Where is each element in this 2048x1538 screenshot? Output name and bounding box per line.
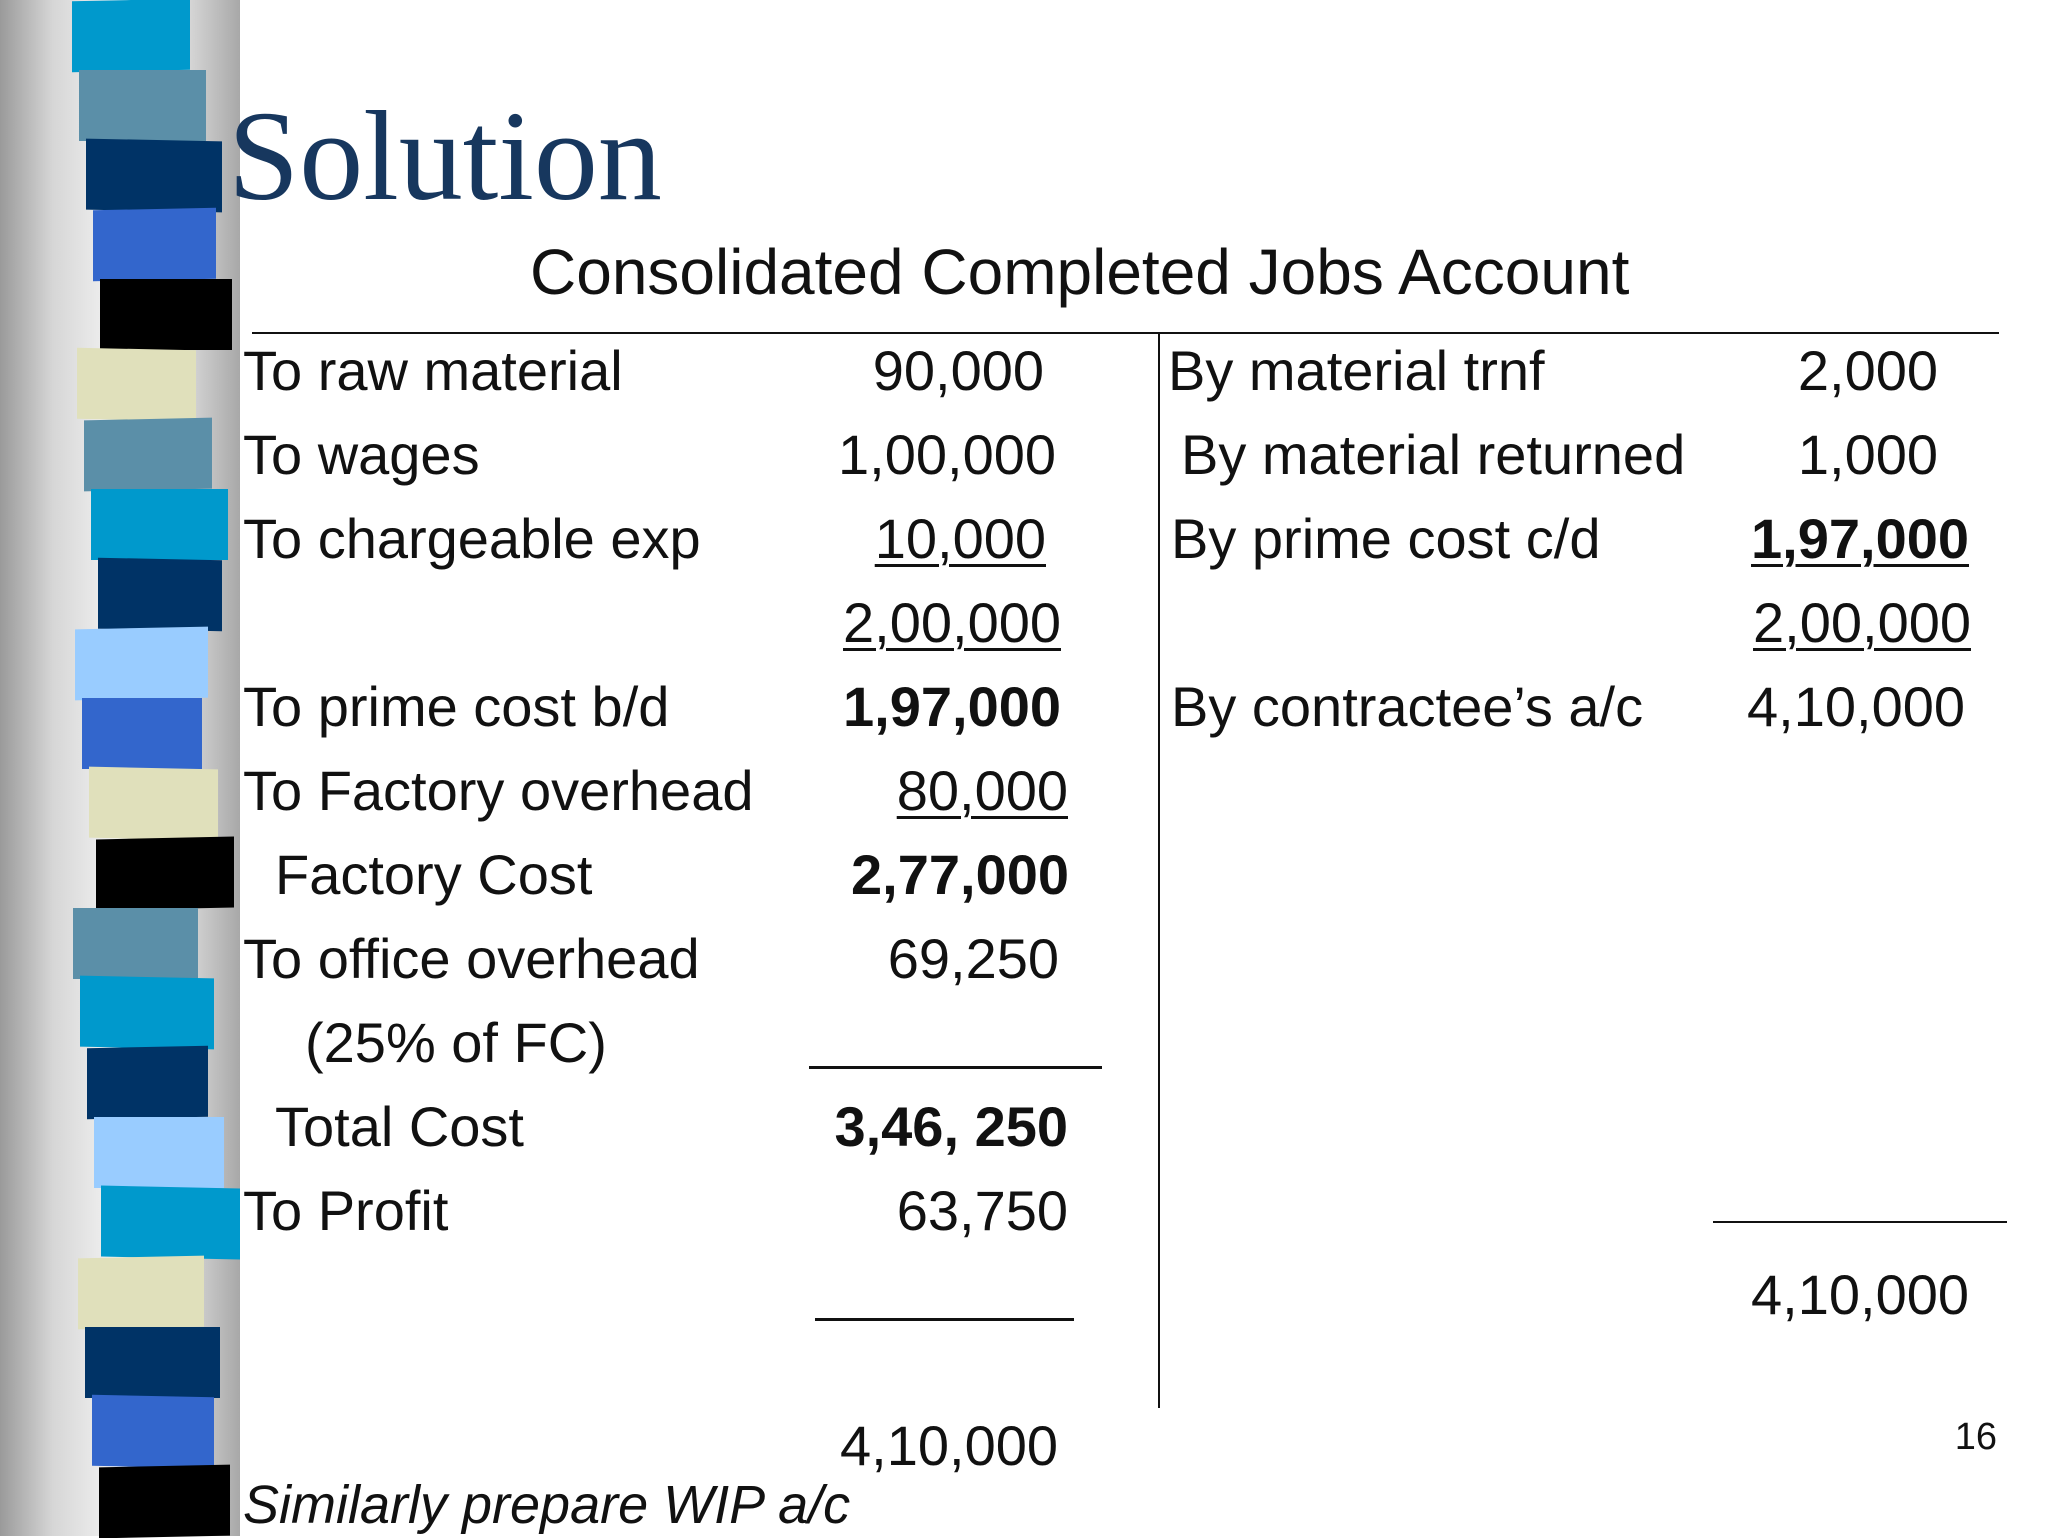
strip-band — [98, 558, 222, 632]
strip-band — [79, 70, 206, 141]
strip-band — [72, 0, 190, 72]
account-title: Consolidated Completed Jobs Account — [530, 236, 1630, 308]
credit-total: 4,10,000 — [1751, 1263, 1969, 1326]
debit-label-profit: To Profit — [243, 1179, 449, 1242]
rule-before-total-cost — [809, 1066, 1102, 1069]
debit-label-wages: To wages — [243, 423, 480, 486]
strip-band — [93, 208, 216, 282]
credit-value-material-transfer: 2,000 — [1797, 339, 1938, 402]
debit-label-office-overhead: To office overhead — [243, 927, 700, 990]
debit-label-office-overhead-note: (25% of FC) — [305, 1011, 607, 1074]
strip-band — [73, 908, 198, 979]
strip-band — [101, 1186, 240, 1260]
debit-label-raw-material: To raw material — [243, 339, 623, 402]
debit-value-office-overhead: 69,250 — [887, 927, 1059, 990]
debit-value-total-cost: 3,46, 250 — [834, 1095, 1068, 1158]
debit-value-profit: 63,750 — [896, 1179, 1068, 1242]
debit-label-total-cost: Total Cost — [275, 1095, 524, 1158]
strip-band — [75, 627, 208, 701]
credit-subtotal: 2,00,000 — [1753, 591, 1971, 654]
decorative-strip — [0, 0, 240, 1536]
debit-total: 4,10,000 — [840, 1414, 1058, 1477]
credit-value-material-returned: 1,000 — [1797, 423, 1938, 486]
debit-value-wages: 1,00,000 — [838, 423, 1056, 486]
debit-value-factory-overhead: 80,000 — [896, 759, 1068, 822]
strip-band — [91, 489, 228, 560]
rule-before-debit-total — [815, 1318, 1074, 1321]
table-top-rule — [252, 332, 1999, 334]
credit-label-contractee: By contractee’s a/c — [1171, 675, 1644, 738]
rule-before-credit-total — [1713, 1221, 2007, 1223]
strip-band — [82, 698, 202, 769]
page-number: 16 — [1954, 1416, 1997, 1458]
strip-band — [77, 348, 196, 421]
strip-band — [100, 279, 232, 350]
credit-label-prime-cost-cd: By prime cost c/d — [1171, 507, 1601, 570]
credit-value-prime-cost-cd: 1,97,000 — [1751, 507, 1969, 570]
page-title: Solution — [228, 85, 662, 227]
debit-label-chargeable-exp: To chargeable exp — [243, 507, 701, 570]
credit-label-material-returned: By material returned — [1181, 423, 1686, 486]
debit-value-chargeable-exp: 10,000 — [874, 507, 1046, 570]
strip-band — [99, 1465, 230, 1538]
debit-subtotal: 2,00,000 — [843, 591, 1061, 654]
strip-band — [86, 139, 222, 213]
debit-value-raw-material: 90,000 — [872, 339, 1044, 402]
footnote: Similarly prepare WIP a/c — [243, 1475, 851, 1535]
strip-band — [85, 1327, 220, 1398]
strip-band — [84, 418, 212, 492]
credit-value-contractee: 4,10,000 — [1747, 675, 1965, 738]
strip-band — [96, 837, 234, 911]
strip-band — [80, 976, 214, 1050]
strip-band — [89, 767, 218, 841]
debit-value-prime-cost-bd: 1,97,000 — [843, 675, 1061, 738]
credit-label-material-transfer: By material trnf — [1168, 339, 1545, 402]
debit-label-prime-cost-bd: To prime cost b/d — [243, 675, 670, 738]
debit-label-factory-overhead: To Factory overhead — [243, 759, 754, 822]
strip-band — [92, 1395, 214, 1469]
strip-band — [78, 1256, 204, 1330]
debit-label-factory-cost: Factory Cost — [275, 843, 593, 906]
strip-band — [94, 1117, 224, 1188]
debit-value-factory-cost: 2,77,000 — [851, 843, 1069, 906]
strip-band — [87, 1046, 208, 1120]
center-divider — [1158, 334, 1160, 1408]
